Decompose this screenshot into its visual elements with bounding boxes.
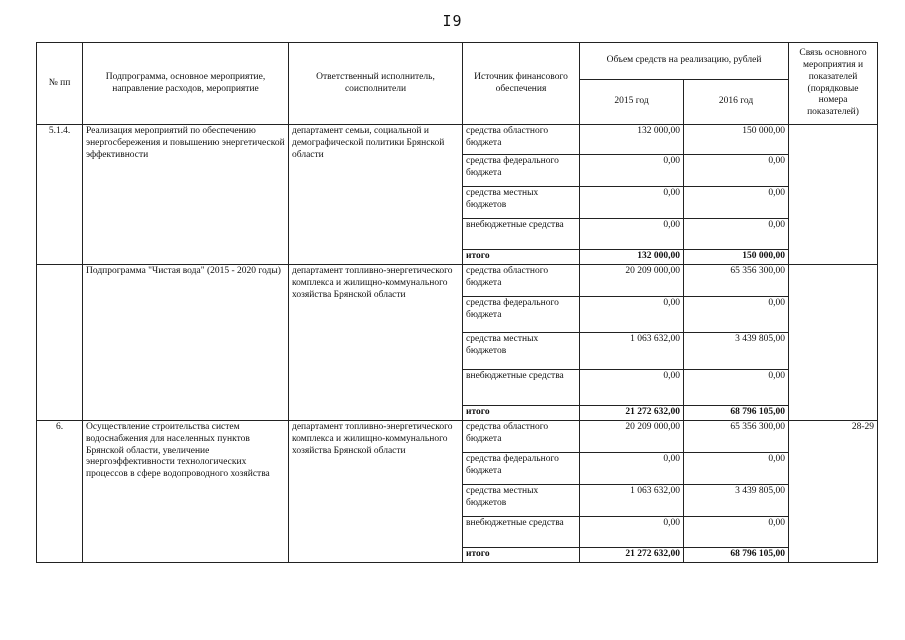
value-2015: 1 063 632,00 [580, 484, 684, 516]
block-clean-water [37, 264, 878, 420]
total-2016: 68 796 105,00 [684, 547, 789, 562]
header-2016: 2016 год [684, 80, 789, 125]
source-cell-total: итого [463, 405, 580, 420]
program-name: Осуществление строительства систем водоснабжения для населенных пунктов Брянской области, увеличение энергоэффективности технологических процессов в сфере водопроводного хозяйства [83, 420, 289, 562]
header-source: Источник финансового обеспечения [463, 43, 580, 125]
source-cell: средства местных бюджетов [463, 332, 580, 369]
value-2015: 0,00 [580, 516, 684, 547]
header-num: № пп [37, 43, 83, 125]
indicator-link [789, 125, 878, 265]
value-2015: 0,00 [580, 155, 684, 187]
value-2015: 20 209 000,00 [580, 420, 684, 452]
total-2015: 132 000,00 [580, 250, 684, 265]
value-2015: 20 209 000,00 [580, 264, 684, 296]
value-2015: 0,00 [580, 219, 684, 250]
value-2015: 0,00 [580, 369, 684, 405]
value-2016: 0,00 [684, 219, 789, 250]
block-6 [37, 420, 878, 562]
source-cell: средства областного бюджета [463, 420, 580, 452]
value-2016: 0,00 [684, 516, 789, 547]
header-program: Подпрограмма, основное мероприятие, направление расходов, мероприятие [83, 43, 289, 125]
total-2015: 21 272 632,00 [580, 405, 684, 420]
header-2015: 2015 год [580, 80, 684, 125]
program-name: Подпрограмма "Чистая вода" (2015 - 2020 годы) [83, 264, 289, 420]
value-2016: 65 356 300,00 [684, 420, 789, 452]
value-2015: 0,00 [580, 296, 684, 332]
value-2016: 65 356 300,00 [684, 264, 789, 296]
source-cell: внебюджетные средства [463, 516, 580, 547]
source-cell-total: итого [463, 250, 580, 265]
block-5-1-4 [37, 125, 878, 265]
value-2016: 3 439 805,00 [684, 332, 789, 369]
value-2016: 0,00 [684, 187, 789, 219]
source-cell-total: итого [463, 547, 580, 562]
value-2015: 0,00 [580, 187, 684, 219]
total-2016: 68 796 105,00 [684, 405, 789, 420]
total-2015: 21 272 632,00 [580, 547, 684, 562]
executor-name: департамент топливно-энергетического комплекса и жилищно-коммунального хозяйства Брянской области [289, 264, 463, 420]
value-2015: 132 000,00 [580, 125, 684, 155]
value-2016: 0,00 [684, 452, 789, 484]
source-cell: средства областного бюджета [463, 264, 580, 296]
source-cell: средства федерального бюджета [463, 452, 580, 484]
indicator-link [789, 264, 878, 420]
source-cell: внебюджетные средства [463, 369, 580, 405]
source-cell: средства федерального бюджета [463, 155, 580, 187]
value-2015: 1 063 632,00 [580, 332, 684, 369]
source-cell: средства местных бюджетов [463, 187, 580, 219]
value-2016: 3 439 805,00 [684, 484, 789, 516]
value-2016: 0,00 [684, 296, 789, 332]
program-name: Реализация мероприятий по обеспечению энергосбережения и повышению энергетической эффективности [83, 125, 289, 265]
value-2016: 0,00 [684, 369, 789, 405]
header-executor: Ответственный исполнитель, соисполнители [289, 43, 463, 125]
row-num: 5.1.4. [37, 125, 83, 265]
source-cell: средства местных бюджетов [463, 484, 580, 516]
source-cell: средства федерального бюджета [463, 296, 580, 332]
row-num: 6. [37, 420, 83, 562]
source-cell: внебюджетные средства [463, 219, 580, 250]
executor-name: департамент топливно-энергетического комплекса и жилищно-коммунального хозяйства Брянской области [289, 420, 463, 562]
source-cell: средства областного бюджета [463, 125, 580, 155]
header-volume: Объем средств на реализацию, рублей [580, 43, 789, 80]
executor-name: департамент семьи, социальной и демографической политики Брянской области [289, 125, 463, 265]
indicator-link: 28-29 [789, 420, 878, 562]
header-link: Связь основного мероприятия и показателей (порядковые номера показателей) [789, 43, 878, 125]
value-2016: 0,00 [684, 155, 789, 187]
value-2015: 0,00 [580, 452, 684, 484]
budget-table [36, 42, 878, 563]
total-2016: 150 000,00 [684, 250, 789, 265]
value-2016: 150 000,00 [684, 125, 789, 155]
row-num [37, 264, 83, 420]
page-number: I9 [442, 12, 463, 30]
